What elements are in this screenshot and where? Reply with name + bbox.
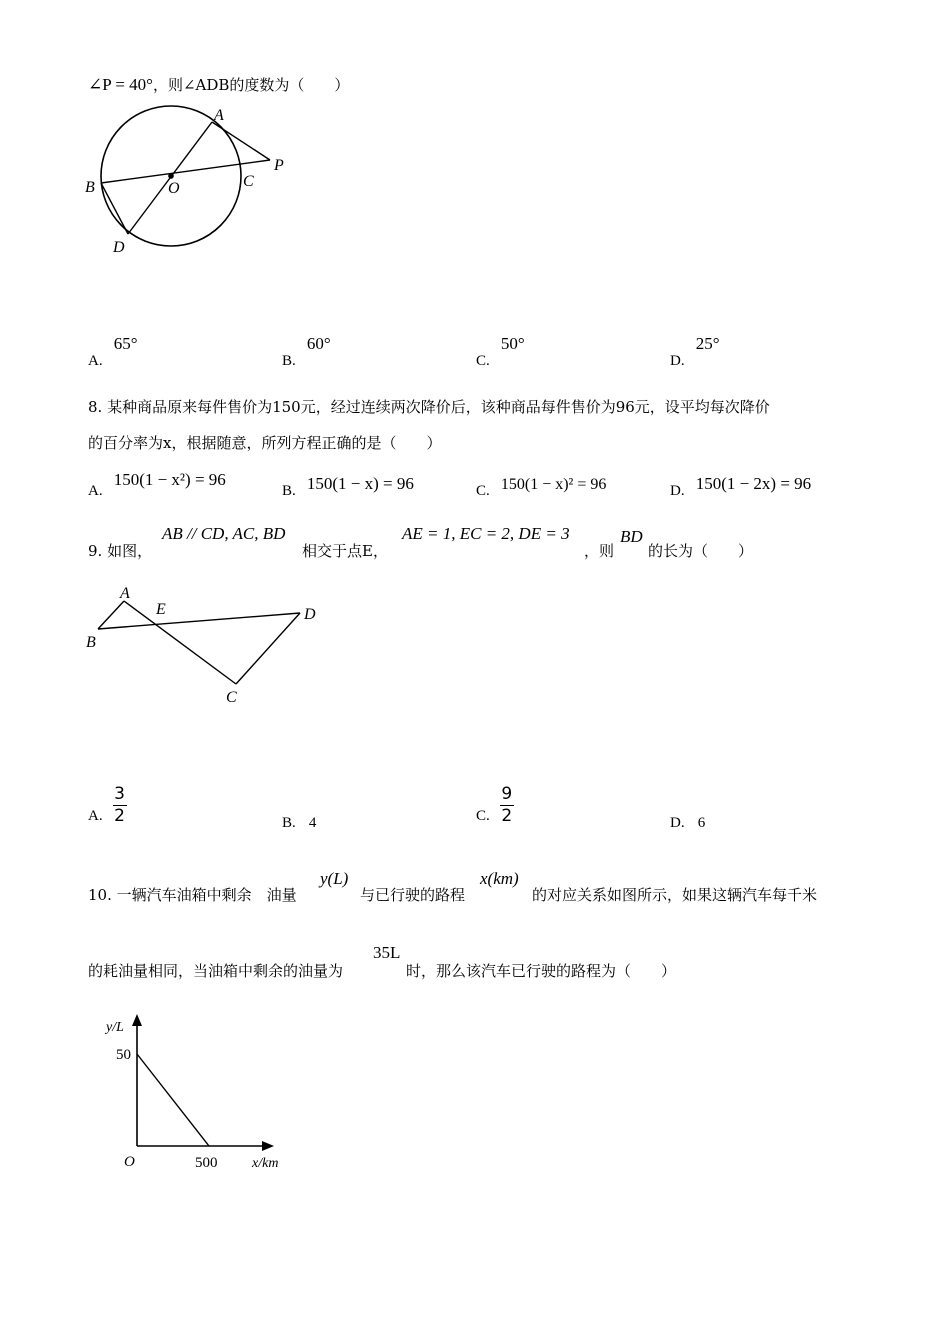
q7-option-a-value: 65°	[113, 334, 138, 353]
q9-option-a[interactable]	[88, 786, 127, 825]
q7-question-text: ，则∠ADB的度数为（ ）	[152, 76, 350, 94]
q9-segment-bd	[98, 613, 300, 629]
q8-option-c-letter: C.	[476, 483, 490, 499]
q7-option-d[interactable]	[670, 334, 720, 369]
q9-question-text: 的长为（ ）	[648, 542, 754, 560]
q8-option-d-letter: D.	[670, 483, 685, 499]
q7-option-b-value: 60°	[306, 334, 331, 353]
q10-y-tick-label: 50	[116, 1047, 131, 1063]
q10-x-expression	[480, 869, 519, 889]
q7-label-o: O	[168, 180, 180, 197]
q8-option-d-value: 150(1 − 2x) = 96	[695, 474, 812, 493]
q9-option-d-value: 6	[697, 815, 706, 831]
q9-option-c-denominator: 2	[501, 806, 513, 826]
q9-segment-cd	[236, 613, 300, 684]
q8-stem-line1: 8. 某种商品原来每件售价为150元，经过连续两次降价后，该种商品每件售价为96元，设平均每次降价	[88, 398, 770, 416]
q10-x-expression-text: x(km)	[480, 869, 519, 888]
q10-y-expression	[320, 869, 348, 889]
q10-x-axis-arrow	[262, 1141, 274, 1151]
q9-option-a-numerator: 3	[114, 784, 125, 804]
q7-option-a[interactable]	[88, 334, 138, 369]
q7-option-d-letter: D.	[670, 353, 685, 369]
q9-number: 9. 如图，	[88, 542, 153, 560]
q9-option-d[interactable]	[670, 812, 705, 832]
q10-stem-part3: 的对应关系如图所示，如果这辆汽车每千米	[532, 886, 818, 904]
q9-intersect-text: 相交于点E，	[302, 542, 388, 560]
q10-y-expression-text: y(L)	[320, 869, 349, 888]
q9-then-text: ，则	[584, 542, 615, 560]
q8-option-a[interactable]	[88, 470, 226, 499]
q7-center-dot	[168, 173, 174, 179]
q9-label-e: E	[156, 601, 166, 618]
q9-label-d: D	[304, 606, 316, 623]
q8-option-b-value: 150(1 − x) = 96	[306, 474, 414, 493]
q9-option-a-letter: A.	[88, 808, 103, 824]
q7-label-b: B	[85, 179, 95, 196]
q9-segment-ab	[98, 601, 124, 629]
q8-option-b-letter: B.	[282, 483, 296, 499]
q10-fuel-line	[137, 1054, 209, 1146]
q7-option-a-letter: A.	[88, 353, 103, 369]
q7-tangent-ap	[212, 122, 270, 160]
q7-option-d-value: 25°	[695, 334, 720, 353]
q7-chord-bd	[101, 183, 128, 234]
q9-condition-parallel: AB // CD, AC, BD	[162, 524, 286, 543]
q8-option-b[interactable]	[282, 474, 414, 499]
q9-option-b[interactable]	[282, 812, 316, 832]
q8-option-c-value: 150(1 − x)² = 96	[500, 476, 607, 493]
q10-x-axis-label: x/km	[252, 1156, 279, 1171]
q9-option-c[interactable]	[476, 786, 514, 825]
q7-option-c[interactable]	[476, 334, 525, 369]
q9-label-b: B	[86, 634, 96, 651]
q9-label-c: C	[226, 689, 237, 706]
q7-option-c-letter: C.	[476, 353, 490, 369]
q9-condition-lengths: AE = 1, EC = 2, DE = 3	[402, 524, 570, 543]
q10-fuel-graph	[100, 1010, 300, 1180]
q7-option-c-value: 50°	[500, 334, 525, 353]
q8-option-a-letter: A.	[88, 483, 103, 499]
q7-circle-figure	[80, 100, 300, 260]
q9-option-d-letter: D.	[670, 815, 685, 831]
q7-label-d: D	[113, 239, 125, 256]
q9-segment-ac	[124, 601, 236, 684]
q10-stem-part1: 10. 一辆汽车油箱中剩余 油量	[88, 886, 297, 904]
q10-y-axis-arrow	[132, 1014, 142, 1026]
q7-option-b[interactable]	[282, 334, 331, 369]
q10-fuel-value: 35L	[373, 943, 401, 962]
q9-option-b-letter: B.	[282, 815, 296, 831]
q10-x-tick-label: 500	[195, 1155, 218, 1171]
q8-option-d[interactable]	[670, 474, 812, 499]
q8-stem-line2: 的百分率为x，根据随意，所列方程正确的是（ ）	[88, 434, 442, 452]
q9-option-c-numerator: 9	[501, 784, 513, 804]
q9-option-c-fraction	[500, 786, 514, 825]
q9-option-a-denominator: 2	[114, 806, 125, 826]
q7-label-p: P	[274, 157, 284, 174]
q10-stem-part4: 的耗油量相同，当油箱中剩余的油量为	[88, 962, 344, 980]
q9-label-a: A	[120, 585, 130, 602]
q8-option-a-value: 150(1 − x²) = 96	[113, 470, 226, 489]
q9-option-a-fraction	[113, 786, 127, 825]
q7-angle-condition: ∠P = 40°	[88, 75, 153, 94]
q10-origin-label: O	[124, 1154, 135, 1170]
q10-y-axis-label: y/L	[106, 1020, 124, 1035]
q8-option-c[interactable]	[476, 474, 607, 499]
q7-label-c: C	[243, 173, 254, 190]
q9-bd-symbol: BD	[620, 527, 643, 546]
q7-stem	[88, 74, 349, 95]
q9-option-b-value: 4	[308, 815, 317, 831]
q7-label-a: A	[214, 107, 224, 124]
q7-option-b-letter: B.	[282, 353, 296, 369]
q9-triangle-figure	[80, 580, 330, 710]
q10-stem-part2: 与已行驶的路程	[360, 886, 466, 904]
q9-option-c-letter: C.	[476, 808, 490, 824]
q10-stem-part5: 时，那么该汽车已行驶的路程为（ ）	[406, 962, 677, 980]
